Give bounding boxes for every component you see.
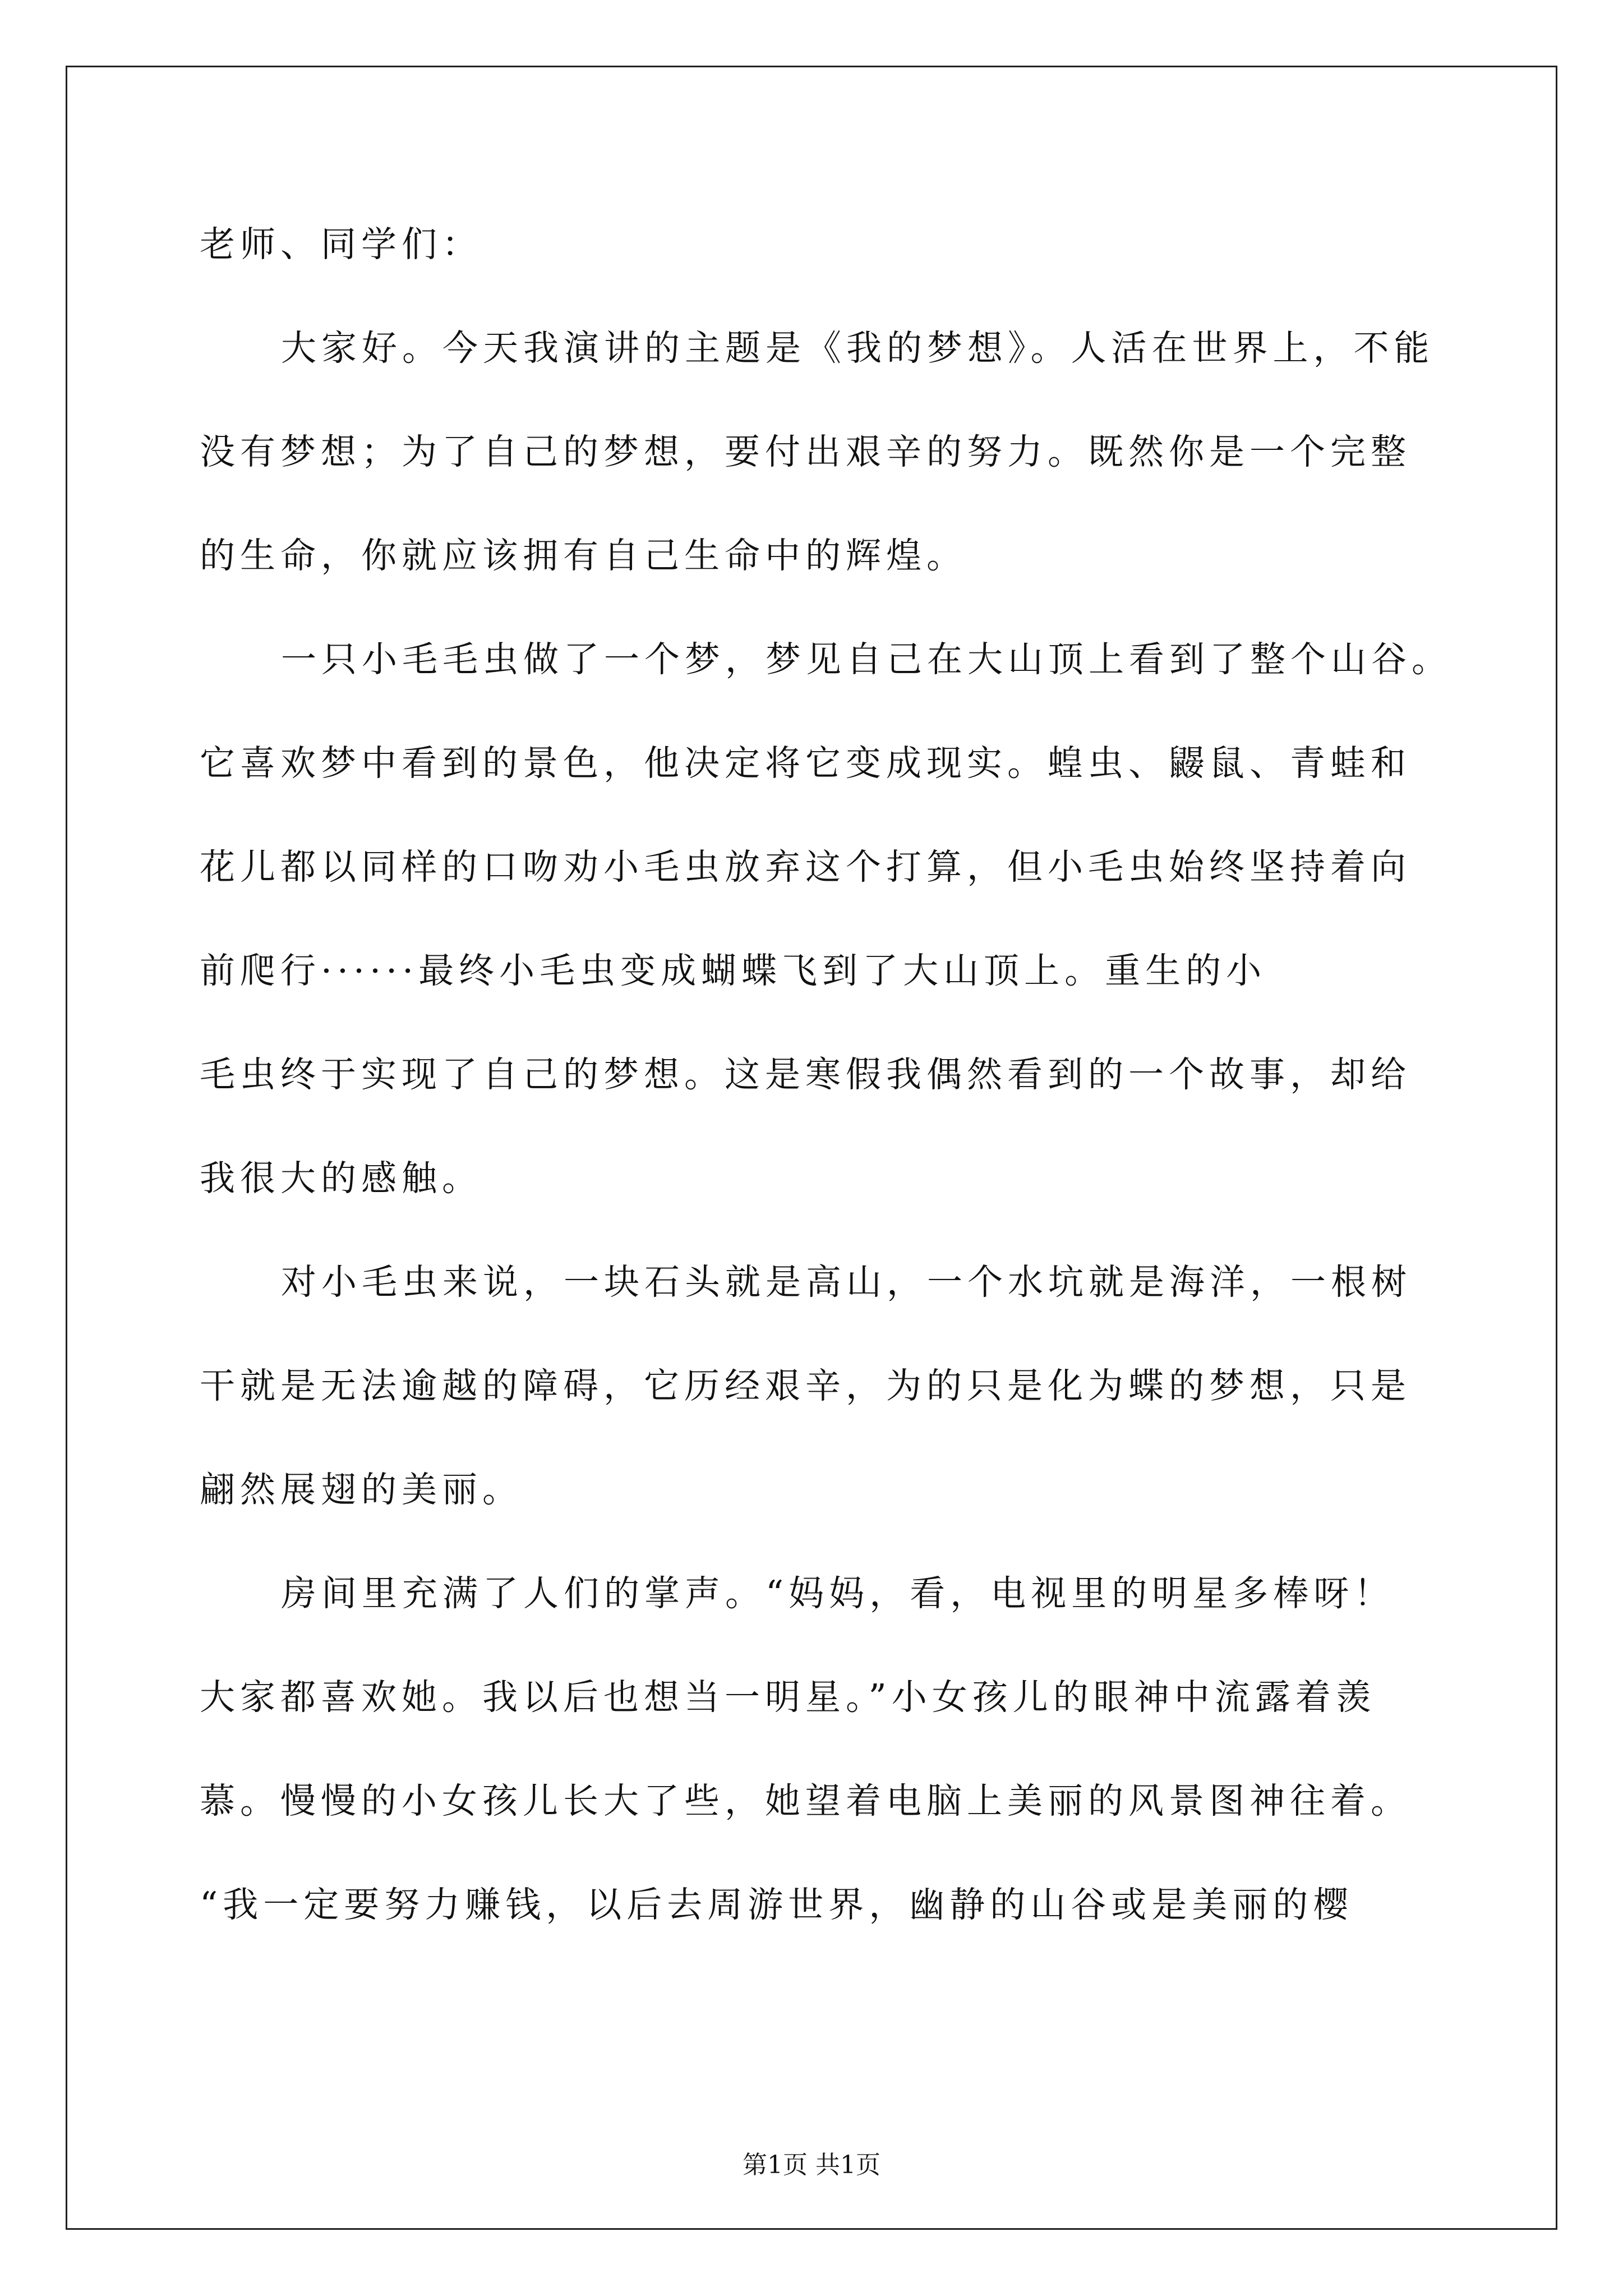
page-footer: 第1页 共1页 [743, 2151, 880, 2179]
text-line: 大家都喜欢她。我以后也想当一明星。”小女孩儿的眼神中流露着羡 [200, 1677, 1376, 1718]
text-line: 一只小毛毛虫做了一个梦，梦见自己在大山顶上看到了整个山谷。 [281, 639, 1452, 680]
text-line: 花儿都以同样的口吻劝小毛虫放弃这个打算，但小毛虫始终坚持着向 [200, 846, 1411, 887]
text-line: 大家好。今天我演讲的主题是《我的梦想》。人活在世界上，不能 [281, 328, 1435, 369]
text-line: 翩然展翅的美丽。 [200, 1469, 523, 1510]
text-line: 没有梦想；为了自己的梦想，要付出艰辛的努力。既然你是一个完整 [200, 431, 1411, 472]
text-line: 它喜欢梦中看到的景色，他决定将它变成现实。蝗虫、鼹鼠、青蛙和 [200, 743, 1411, 784]
text-line: 毛虫终于实现了自己的梦想。这是寒假我偶然看到的一个故事，却给 [200, 1054, 1411, 1095]
text-line: 我很大的感触。 [200, 1158, 482, 1199]
text-line: 的生命，你就应该拥有自己生命中的辉煌。 [200, 535, 967, 576]
text-line: 前爬行······最终小毛虫变成蝴蝶飞到了大山顶上。重生的小 [200, 950, 1267, 991]
text-line: 慕。慢慢的小女孩儿长大了些，她望着电脑上美丽的风景图神往着。 [200, 1780, 1411, 1821]
text-line: 房间里充满了人们的掌声。“妈妈，看，电视里的明星多棒呀！ [281, 1573, 1395, 1614]
text-line: “我一定要努力赚钱，以后去周游世界，幽静的山谷或是美丽的樱 [200, 1884, 1354, 1925]
salutation-line: 老师、同学们： [200, 224, 482, 265]
text-line: 对小毛虫来说，一块石头就是高山，一个水坑就是海洋，一根树 [281, 1262, 1412, 1303]
text-line: 干就是无法逾越的障碍，它历经艰辛，为的只是化为蝶的梦想，只是 [200, 1365, 1411, 1406]
